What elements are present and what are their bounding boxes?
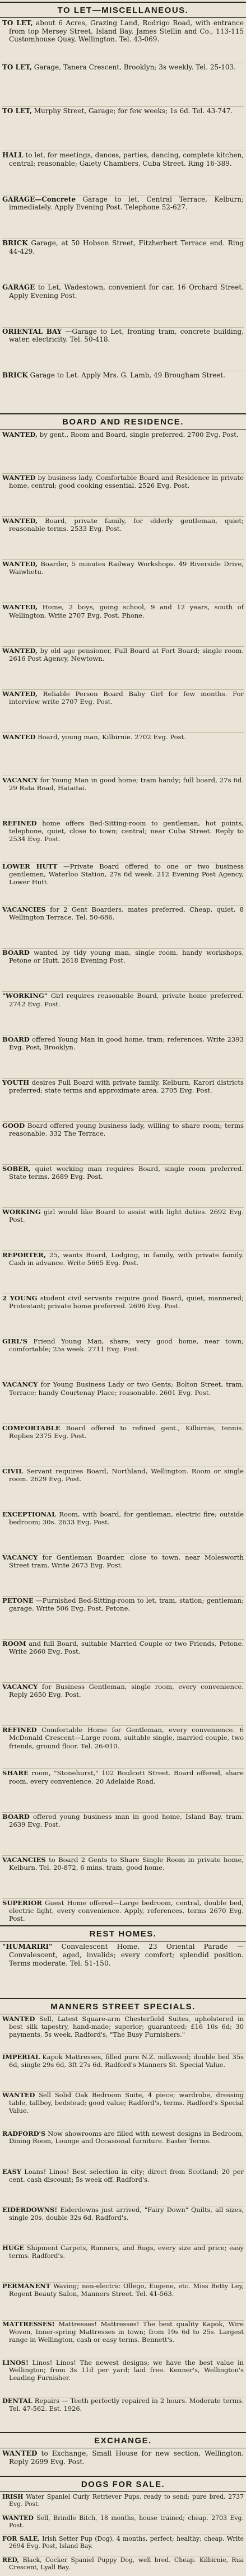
ad-body-text: Garage, Tanera Crescent, Brooklyn; 3s weekly. Tel. 25-103. [34,63,236,71]
ad-body-text: —Furnished Bed-Sitting-room to let, tram, station; gentleman; garage. Write 506 Evg. Post, Petone. [9,1596,244,1613]
ad-body-text: quiet working man requires Board, single room preferred. State terms. 2689 Evg. Post. [9,1164,244,1181]
classified-ad [2,1683,244,1726]
classified-ad [2,733,244,776]
ad-lead-word: WANTED [2,474,36,482]
ad-body-text: Black, Cocker Spaniel Puppy Dog, well bred. Cheap. Kilbirnie, Rua Crescent, Lyall Bay. [9,2556,244,2571]
ad-body-text: Convalescent Home, 23 Oriental Parade — Convalescent, aged, invalids; every comfort; splendid position. Terms moderate. Tel. 51-150. [9,1943,244,1967]
ad-lead-word: YOUTH [2,1078,30,1086]
ad-lead-word: TO LET, [2,63,32,71]
classified-ad [2,2015,244,2054]
ad-list [2,2493,244,2575]
ad-body-text: Comfortable Home for Gentleman, every convenience. 6 McDonald Crescent—Large room, suitable single, married couple, two friends, ground floor. Tel. 26-010. [9,1726,244,1750]
classified-ad [2,862,244,906]
ad-body-text: by gent., Room and Board, single preferred. 2700 Evg. Post. [39,431,239,438]
classified-ad [2,1035,244,1079]
classified-ad [2,1813,244,1856]
ad-lead-word: REFINED [2,1726,37,1734]
ad-lead-word: PERMANENT [2,2283,51,2290]
ad-lead-word: WANTED, [2,517,38,525]
ad-lead-word: EXCEPTIONAL [2,1510,57,1518]
ad-body-text: Sell, Latest Square-arm Chesterfield Suites, upholstered in best silk tapestry, hand-made; superior; guaranteed; £16 10s 6d; 30 payments, 5s week. Radford's, "The Busy Furnishers." [9,2015,244,2038]
ad-lead-word: WORKING [2,1207,41,1216]
ad-body-text: Water Spaniel Curly Retriever Pups, ready to send; pure bred. 2737 Evg. Post. [9,2493,244,2508]
ad-lead-word: ORIENTAL BAY [2,327,62,335]
ad-lead-word: WANTED, [2,689,38,698]
ad-body-text: Board offered to refined gent., Kilbirnie, tennis. Replies 2375 Evg. Post. [9,1424,244,1440]
ad-lead-word: WANTED [2,2092,35,2099]
ad-body-text: Sell, Brindle Bitch, 18 months, house trained; cheap. 2703 Evg. Post. [9,2514,244,2529]
ad-body-text: wanted by tidy young man, single room, handy workshops, Petone or Hutt. 2618 Evening Post. [9,949,244,965]
ad-lead-word: GARAGE [2,283,35,291]
classified-ad [2,2244,244,2283]
ad-body-text: Servant requires Board, Northland, Wellington. Room or single room. 2629 Evg. Post. [9,1467,244,1483]
classified-ad [2,2092,244,2130]
classified-ad [2,2206,244,2244]
ad-body-text: offered young business man in good home, Island Bay, tram. 2639 Evg. Post. [9,1812,244,1828]
classified-ad [2,1640,244,1683]
ad-body-text: —Private Board offered to one or two business gentlemen, Waterloo Station, 27s 6d week. 212 Evening Post Agency, Lower Hutt. [9,862,244,886]
ad-body-text: Repairs — Teeth perfectly repaired in 2 hours. Moderate terms. Tel. 47-562. Est. 1926. [9,2397,244,2412]
classified-ad [2,906,244,949]
ad-body-text: Garage, at 50 Hobson Street, Fitzherbert Terrace end. Ring 44-429. [9,239,244,255]
ad-body-text: home offers Bed-Sitting-room to gentleman, hot points, telephone, quiet, close to town; central; near Cuba Street. Reply to 2534 Evg. Post. [9,819,244,843]
classified-ad [2,776,244,819]
classified-ad [2,1597,244,1640]
ad-lead-word: WANTED, [2,560,38,568]
ad-body-text: for Young Business Lady or two Gents; Bolton Street, tram, Terrace; handy Courtenay Place; reasonable. 2601 Evg. Post. [9,1380,244,1397]
classified-ad [2,1337,244,1380]
ad-body-text: Loans! Linos! Best selection in city; direct from Scotland; 20 per cent. cash discount; 5s week off. Radford's. [9,2168,244,2183]
ad-body-text: for 2 Gent Boarders, mates preferred. Cheap, quiet. 8 Wellington Terrace. Tel. 50-686. [9,906,244,922]
classified-ad [2,283,244,328]
ad-body-text: Kapok Mattresses, filled pure N.Z. milkweed; double bed 35s 6d, single 29s 6d, 3ft 27s 6d. Radford's Manners St. Special Value. [9,2054,244,2069]
ad-body-text: Friend Young Man, share; very good home, near town; comfortable; 25s week. 2711 Evg. Post. [9,1337,244,1354]
ad-lead-word: VACANCIES [2,906,46,914]
classified-ad [2,1294,244,1337]
ad-lead-word: TO LET, [2,19,33,27]
section-heading: REST HOMES. [0,1925,246,1942]
classified-ad [2,819,244,862]
ad-body-text: to Exchange, Small House for new section, Wellington. Reply 2699 Evg. Post. [9,2449,244,2466]
ad-body-text: Boarder, 5 minutes Railway Workshops. 49 Riverside Drive, Waiwhetu. [9,560,244,576]
classified-ad [2,1165,244,1208]
classified-ad [2,1899,244,1922]
ad-lead-word: "WORKING" [2,992,48,1000]
ad-lead-word: BRICK [2,371,28,380]
ad-lead-word: GIRL'S [2,1337,28,1346]
section-exchange [0,2430,246,2474]
ad-body-text: room, "Stonehurst," 102 Boulcott Street. Board offered, share room, every convenience. 20 Adelaide Road. [9,1769,244,1785]
ad-body-text: Murphy Street, Garage; for few weeks; 1s 6d. Tel. 43-747. [34,107,233,115]
ad-lead-word: SOBER, [2,1164,31,1173]
ad-body-text: and full Board, suitable Married Couple or two Friends, Petone. Write 2660 Evg. Post. [9,1640,244,1656]
classified-ad [2,371,244,410]
classified-ad [2,1467,244,1510]
ad-lead-word: WANTED, [2,603,38,612]
classified-ad [2,474,244,517]
classified-ad [2,2449,244,2473]
ad-body-text: Shipment Carpets, Runners, and Rugs, every size and price; easy terms. Radford's. [9,2244,244,2260]
classified-ad [2,107,244,151]
ad-list [2,1943,244,1995]
ad-body-text: Mattresses! Mattresses! The best quality Kapok, Wire Woven, Inner-spring Mattresses in town; from 19s 6d to 25s. Largest range in Wellington, cash or easy terms. Bennett's. [9,2321,244,2344]
ad-body-text: student civil servants require good Board, quiet, mannered; Protestant; private home preferred. 2696 Evg. Post. [9,1294,244,1310]
section-board-and-residence [0,412,246,1924]
ad-lead-word: 2 YOUNG [2,1294,38,1303]
ad-body-text: desires Full Board with private family, Kelburn, Karori districts preferred; state terms and approximate area. 2705 Evg. Post. [9,1078,244,1094]
ad-lead-word: SHARE [2,1769,29,1777]
classified-ad [2,1769,244,1812]
ad-lead-word: VACANCY [2,1553,38,1561]
ad-lead-word: BOARD [2,949,30,957]
ad-body-text: Garage to let, Central Terrace, Kelburn; immediately. Apply Evening Post. Telephone 52-627. [9,195,244,212]
ad-lead-word: RED, [2,2556,20,2564]
ad-lead-word: LOWER HUTT [2,862,58,871]
ad-lead-word: DENTAL [2,2397,33,2405]
ad-lead-word: GOOD [2,1121,25,1130]
classified-ad [2,328,244,372]
ad-lead-word: IMPERIAL [2,2054,40,2061]
classified-ad [2,151,244,195]
classified-ad [2,1251,244,1294]
ad-lead-word: EIDERDOWNS! [2,2206,58,2214]
classified-ad [2,2535,244,2556]
ad-body-text: Irish Setter Pup (Dog), 4 months, perfect; healthy; cheap. Write 2694 Evg. Post, Island Bay. [9,2535,244,2550]
ad-lead-word: REFINED [2,819,37,827]
classified-ad [2,1943,244,1995]
ad-lead-word: IRISH [2,2493,24,2500]
classified-ad [2,647,244,690]
classified-ad [2,431,244,474]
ad-lead-word: COMFORTABLE [2,1424,61,1432]
ad-lead-word: VACANCY [2,1380,38,1389]
classified-ad [2,2514,244,2536]
ad-lead-word: SUPERIOR [2,1898,42,1907]
ad-body-text: Board, private family, for elderly gentleman, quiet; reasonable terms. 2533 Evg. Post. [9,517,244,533]
ad-lead-word: RADFORD'S [2,2130,46,2138]
classified-ad [2,992,244,1035]
classified-ad [2,2321,244,2359]
classified-ad [2,1553,244,1597]
section-heading: BOARD AND RESIDENCE. [0,413,246,430]
ad-body-text: Garage to Let. Apply Mrs. G. Lamb, 49 Brougham Street. [30,371,225,380]
classified-ad [2,1856,244,1899]
classified-ad [2,2054,244,2092]
ad-lead-word: WANTED [2,2449,38,2457]
ad-body-text: Guest Home offered—Large bedroom, central, double bed, electric light, every convenience. Apply, references, terms 2670 Evg. Post. [9,1898,244,1922]
classified-ad [2,2397,244,2429]
section-heading: EXCHANGE. [0,2432,246,2448]
classified-ad [2,2283,244,2321]
ad-body-text: 25, wants Board, Lodging, in family, with private family. Cash in advance. Write 5665 Evg. Post. [9,1251,244,1267]
classified-ad [2,560,244,603]
ad-body-text: —Garage to Let, fronting tram, concrete building, water, electricity. Tel. 50-418. [9,327,244,344]
ad-lead-word: HALL [2,151,24,159]
classified-ad [2,195,244,240]
ad-lead-word: PETONE [2,1596,34,1604]
ad-lead-word: BOARD [2,1035,30,1043]
ad-lead-word: REPORTER, [2,1251,46,1259]
ad-lead-word: VACANCY [2,1683,38,1691]
classified-ad [2,2556,244,2575]
ad-body-text: Waving; non-electric Ollego, Eugene, etc. Miss Betty Ley, Regent Beauty Salon, Manners Street. Tel. 41-563. [9,2283,244,2298]
ad-lead-word: GARAGE—Concrete [2,195,76,203]
ad-body-text: Reliable Person Board Baby Girl for few months. For interview write 2707 Evg. Post. [9,689,244,706]
ad-lead-word: BOARD [2,1812,30,1821]
classified-ad [2,2130,244,2168]
ad-body-text: Board offered young business lady, willing to share room; terms reasonable. 332 The Terrace. [9,1121,244,1137]
section-heading: DOGS FOR SALE. [0,2476,246,2492]
ad-body-text: girl would like Board to assist with light duties. 2692 Evg. Post. [9,1207,244,1224]
classified-ad [2,690,244,733]
ad-lead-word: CIVIL [2,1467,24,1475]
ad-list [2,2015,244,2429]
ad-lead-word: HUGE [2,2244,25,2252]
ad-lead-word: WANTED, [2,431,38,438]
ad-lead-word: MATTRESSES! [2,2321,55,2328]
ad-lead-word: TO LET, [2,107,32,115]
ad-body-text: to Let, Wadestown, convenient for car, 16 Orchard Street. Apply Evening Post. [9,283,244,300]
ad-body-text: Home, 2 boys, going school, 9 and 12 years, south of Wellington. Write 2707 Evg. Post. Phone. [9,603,244,619]
ad-lead-word: LINOS! [2,2359,29,2367]
classified-ad [2,1208,244,1251]
classified-ad [2,1380,244,1424]
ad-list [2,431,244,1922]
ad-body-text: Linos! Linos! The newest designs; we have the best value in Wellington; from 3s 11d per yard; laid free. Kenner's, Wellington's Leading Furnisher. [9,2359,244,2382]
ad-body-text: Board, young man, Kilbirnie. 2702 Evg. Post. [38,732,186,741]
ad-list [2,2449,244,2473]
ad-body-text: by business lady, Comfortable Board and Residence in private home, central; good cooking essential. 2526 Evg. Post. [9,474,244,490]
classified-ad [2,2493,244,2514]
ad-body-text: for Business Gentleman, single room, every convenience. Reply 2650 Evg. Post. [9,1683,244,1699]
classified-ad [2,63,244,108]
ad-body-text: Girl requires reasonable Board, private home preferred. 2742 Evg. Post. [9,992,244,1008]
ad-lead-word: "HUMARIRI" [2,1943,53,1950]
classified-ad [2,1079,244,1122]
classified-ad [2,19,244,63]
ad-body-text: by old age pensioner, Full Board at Fort Board; single room. 2616 Post Agency, Newtown. [9,646,244,662]
section-heading: TO LET—MISCELLANEOUS. [0,2,246,18]
ad-body-text: to let, for meetings, dances, parties, dancing, complete kitchen, central; reasonable; Gaiety Chambers, Cuba Street. Ring 16-389. [9,151,244,167]
ad-lead-word: BRICK [2,239,28,248]
classified-ad [2,2359,244,2397]
ad-body-text: about 6 Acres, Grazing Land, Rodrigo Road, with entrance from top Mersey Street, Island Bay. James Stellin and Co., 113-115 Customhouse Quay, Wellington. Tel. 43-069. [9,19,244,44]
classified-ad [2,949,244,992]
section-to-let [0,0,246,412]
section-rest-homes [0,1924,246,1996]
ad-lead-word: WANTED [2,732,36,741]
ad-lead-word: VACANCIES [2,1855,46,1864]
ad-body-text: offered Young Man in good home, tram; references. Write 2393 Evg. Post, Brooklyn. [9,1035,244,1051]
classified-ad [2,1726,244,1769]
ad-body-text: to Board 2 Gents to Share Single Room in private home, Kelburn. Tel. 20-872, 6 mins. tram, good home. [9,1855,244,1872]
section-manners-street-specials [0,1996,246,2430]
section-heading: MANNERS STREET SPECIALS. [0,1998,246,2014]
classified-ad [2,2168,244,2206]
classified-ad [2,239,244,283]
ad-lead-word: WANTED, [2,646,38,655]
ad-body-text: for Gentleman Boarder, close to town, near Molesworth Street tram. Write 2673 Evg. Post. [9,1553,244,1569]
ad-lead-word: ROOM [2,1640,26,1648]
ad-body-text: for Young Man in good home; tram handy; full board, 27s 6d. 29 Rata Road, Hataitai. [9,776,244,792]
ad-body-text: Sell Solid Oak Bedroom Suite, 4 piece; wardrobe, dressing table, tallboy, bedstead; good value; Radford's, terms. Radford's Special Value. [9,2092,244,2115]
classified-ad [2,1510,244,1553]
ad-lead-word: WANTED [2,2514,34,2522]
ad-body-text: Now showrooms are filled with newest designs in Bedroom, Dining Room, Lounge and Occasional furniture. Easter Terms. [9,2130,244,2145]
classified-ad [2,1424,244,1467]
ad-body-text: Room, with board, for gentleman, electric fire; outside bedroom; 30s. 2633 Evg. Post. [9,1510,244,1526]
ad-lead-word: VACANCY [2,776,38,784]
ad-lead-word: EASY [2,2168,21,2176]
classified-ad [2,603,244,646]
classified-ad [2,1122,244,1165]
ad-lead-word: WANTED [2,2015,35,2023]
section-dogs-for-sale [0,2474,246,2576]
ad-body-text: Eiderdowns just arrived, "Fairy Down" Quilts, all sizes, single 20s, double 32s 6d. Radford's. [9,2206,244,2222]
classified-ad [2,517,244,560]
ad-lead-word: FOR SALE, [2,2535,40,2542]
ad-list [2,19,244,410]
